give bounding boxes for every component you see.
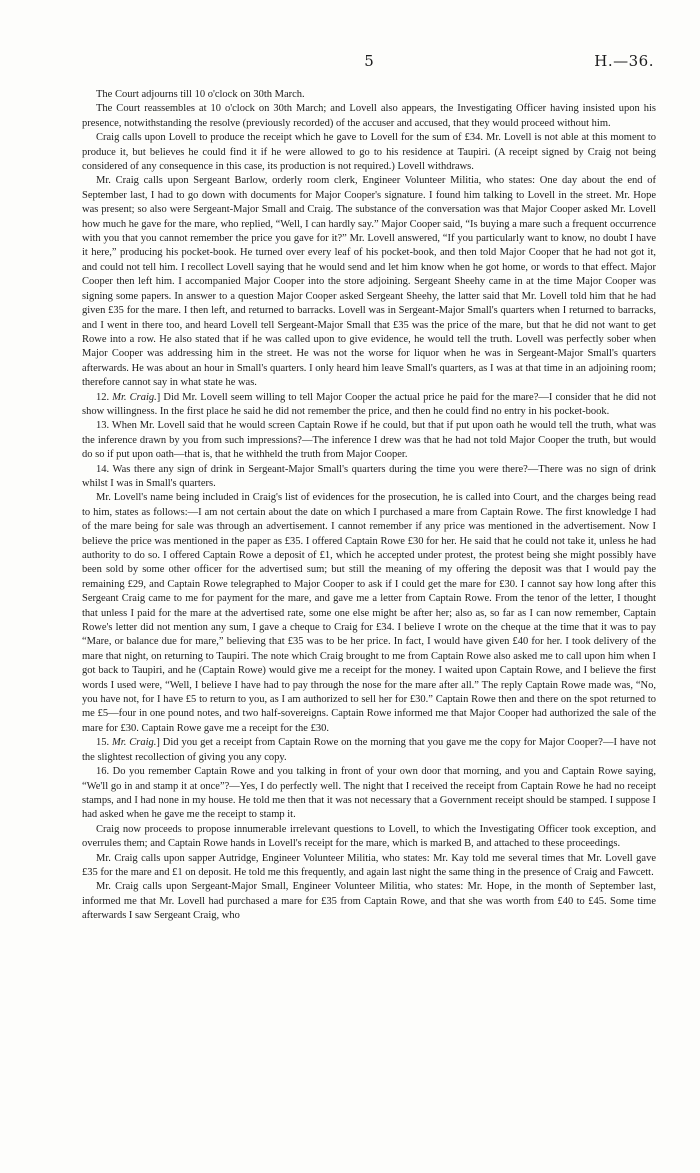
paragraph: Craig calls upon Lovell to produce the receipt which he gave to Lovell for the sum of £34. Mr. Lovell is not able at this moment to produce it, but believes he could find it if he were allowed to go to his residence at Taupiri. (A receipt signed by Craig not being considered of any consequence in this case, its production is not required.) Lovell withdraws. (82, 132, 656, 173)
page-header (84, 52, 654, 72)
question-paragraph: 13. When Mr. Lovell said that he would screen Captain Rowe if he could, but that if put upon oath he would tell the truth, what was the inference drawn by you from such impressions?—The inference I drew was that he had not told Major Cooper the truth, but would do so if put upon oath—that is, that he withheld the truth from Major Cooper. (82, 420, 657, 461)
speaker-label: Mr. Craig. (112, 391, 157, 403)
body-text (82, 88, 656, 924)
question-paragraph: 12. Mr. Craig.] Did Mr. Lovell seem willing to tell Major Cooper the actual price he paid for the mare?—I consider that he did not show willingness. In the first place he said he did not remember the price, and then he could find no entry in his pocket-book. (82, 391, 657, 417)
question-paragraph: 16. Do you remember Captain Rowe and you talking in front of your own door that morning, and you and Captain Rowe saying, “We'll go in and stamp it at once”?—Yes, I do perfectly well. The night that I received the receipt from Captain Rowe he had no receipt stamps, and I had none in my house. He told me then that it was not necessary that a Government receipt should be stamped. I suppose I had asked when he gave me the receipt to stamp it. (82, 766, 656, 821)
paragraph: The Court adjourns till 10 o'clock on 30th March. (96, 89, 305, 100)
paragraph: Mr. Lovell's name being included in Craig's list of evidences for the prosecution, he is called into Court, and the charges being read to him, states as follows:—I am not certain about the date on which I purchased a mare from Captain Rowe. The first knowledge I had of the mare being for sale was through an advertisement. I cannot remember if any price was mentioned in the advertisement. Now I believe the price was mentioned in the paper as £35. I offered Captain Rowe £30 for her. He said that he could not take it, unless he had authority to do so. I offered Captain Rowe a deposit of £1, which he accepted under protest, the protest being she might possibly have been sold by some other officer for the advertised sum; but still the meaning of my offering the deposit was that I would pay the remaining £29, and Captain Rowe telegraphed to Major Cooper to ask if I could get the mare for £30. I cannot say how long after this Sergeant Craig came to me for payment for the mare, and gave me a letter from Captain Rowe. From the tenor of the letter, I thought that unless I paid for the mare at the advertised rate, some one else might be after her; also as, so far as I can now remember, Captain Rowe's letter did not mention any sum, I gave a cheque to Craig for £34. I believe I wrote on the cheque at the time that it was to pay “Mare, or balance due for mare,” believing that £35 was to be her price. In fact, I would have given £40 for her. I took delivery of the mare that night, on returning to Taupiri. The note which Craig brought to me from Captain Rowe also asked me to call upon him when I got back to Taupiri, and he (Captain Rowe) would give me a receipt for the money. I waited upon Captain Rowe, and I believe the first words I used were, “Well, I believe I have had to pay through the nose for the mare after all.” The reply Captain Rowe made was, “No, you have not, for I have £5 to return to you, as I am authorized to sell her for £30.” Captain Rowe then and there on the spot returned to me £5—four in one pound notes, and two half-sovereigns. Captain Rowe informed me that Major Cooper had authorized the sale of the mare for £30. Captain Rowe gave me a receipt for the £30. (82, 492, 656, 734)
page-number: 5 (364, 52, 374, 70)
paragraph: Mr. Craig calls upon Sergeant Barlow, orderly room clerk, Engineer Volunteer Militia, who states: One day about the end of September last, I had to go down with documents for Major Cooper's signature. I found him talking to Lovell in the street. Mr. Hope was present; so also were Sergeant-Major Small and Craig. The substance of the conversation was that Major Cooper asked Mr. Lovell how much he gave for the mare, who replied, “Well, I can hardly say.” Major Cooper said, “Is buying a mare such a frequent occurrence with you that you cannot remember the price you gave for it?” Mr. Lovell answered, “If you particularly want to know, no doubt I have it here,” producing his pocket-book. He turned over every leaf of his pocket-book, and then told Major Cooper that he had not got it, and could not tell him. I recollect Lovell saying that he would send and let him know when he got home, or words to that effect. Major Cooper then left him. I accompanied Major Cooper into the store adjoining. Sergeant Sheehy came in at the time Major Cooper was signing some papers. In answer to a question Major Cooper asked Sergeant Sheehy, the latter said that Mr. Lovell told him that he had given £35 for the mare. I then left, and returned to barracks. Lovell was in Sergeant-Major Small's quarters when I returned to barracks, and I went in there too, and heard Lovell tell Sergeant-Major Small that £35 was the price of the mare, but that he did not want to get Rowe into a row. He also stated that if he was called upon to give evidence, he would tell the truth. Lovell was perfectly sober when Major Cooper was addressing him in the street. He was not the worse for liquor when he was in Sergeant-Major Small's quarters afterwards. He was about an hour in Small's quarters. I only heard him leave Small's quarters, as I was at that time in an adjoining room; therefore cannot say in what state he was. (82, 175, 656, 389)
question-paragraph: 14. Was there any sign of drink in Sergeant-Major Small's quarters during the time you were there?—There was no sign of drink whilst I was in Small's quarters. (82, 463, 657, 489)
document-code: H.—36. (594, 52, 654, 70)
question-paragraph: 15. Mr. Craig.] Did you get a receipt from Captain Rowe on the morning that you gave me the copy for Major Cooper?—I have not the slightest recollection of giving you any copy. (82, 737, 656, 763)
question-number: 14. (96, 463, 110, 475)
question-number: 13. (96, 420, 110, 432)
paragraph: Mr. Craig calls upon Sergeant-Major Small, Engineer Volunteer Militia, who states: Mr. Hope, in the month of September last, informed me that Mr. Lovell had purchased a mare for £35 from Captain Rowe, and that she was worth from £40 to £45. Some time afterwards I saw Sergeant Craig, who (82, 881, 656, 922)
speaker-label: Mr. Craig. (112, 737, 157, 749)
question-number: 12. (96, 391, 110, 403)
paragraph: Craig now proceeds to propose innumerable irrelevant questions to Lovell, to which the Investigating Officer took exception, and overrules them; and Captain Rowe hands in Lovell's receipt for the mare, which is marked B, and attached to these proceedings. (82, 823, 656, 850)
paragraph: Mr. Craig calls upon sapper Autridge, Engineer Volunteer Militia, who states: Mr. Kay told me several times that Mr. Lovell gave £35 for the mare and £1 on deposit. He told me this frequently, and again last night the same thing in the presence of Craig and Fawcett. (82, 852, 656, 878)
question-number: 16. (96, 766, 110, 778)
paragraph: The Court reassembles at 10 o'clock on 30th March; and Lovell also appears, the Investigating Officer having insisted upon his presence, notwithstanding the resolve (previously recorded) of the accuser and accused, that they would proceed without him. (82, 103, 656, 129)
question-number: 15. (96, 737, 110, 749)
